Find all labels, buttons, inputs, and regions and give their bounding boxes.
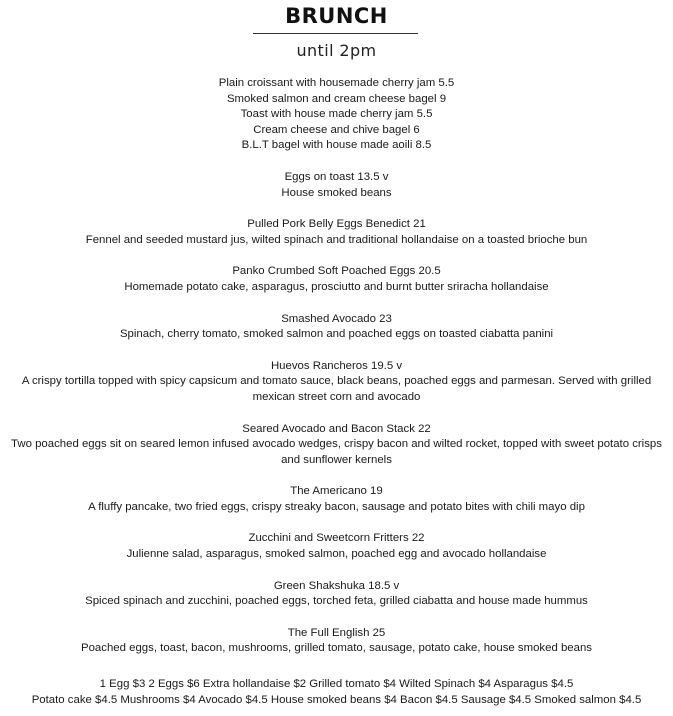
dish-name: Green Shakshuka 18.5 v [273,579,400,592]
bakery-section [0,76,673,154]
dish-description: A fluffy pancake, two fried eggs, crispy streaky bacon, sausage and potato bites with chili mayo dip [88,500,585,513]
dish-description: Two poached eggs sit on seared lemon infused avocado wedges, crispy bacon and wilted rocket, topped with sweet potato crisps and sunflower kernels [11,438,662,466]
dish-eggs-on-toast [0,170,673,201]
dish-name: Zucchini and Sweetcorn Fritters 22 [248,532,425,545]
spacer [0,296,673,312]
spacer [0,201,673,217]
spacer [0,468,673,484]
dish-name: The Full English 25 [287,626,386,639]
dish-zucchini-fritters [0,531,673,562]
dish-avocado-bacon-stack [0,422,673,469]
dish-name: The Americano 19 [290,485,383,498]
spacer [0,343,673,359]
spacer [0,154,673,170]
spacer [0,610,673,626]
bakery-item: Smoked salmon and cream cheese bagel 9 [226,92,447,105]
dish-name: Huevos Rancheros 19.5 v [270,359,403,372]
bakery-item: Cream cheese and chive bagel 6 [253,123,420,136]
dish-description: Julienne salad, asparagus, smoked salmon, poached egg and avocado hollandaise [126,548,547,561]
dish-description: Poached eggs, toast, bacon, mushrooms, grilled tomato, sausage, potato cake, house smoked beans [81,642,592,655]
dish-full-english [0,626,673,657]
bakery-item: Plain croissant with housemade cherry jam 5.5 [218,77,455,89]
addons-section [0,677,673,708]
bakery-item: B.L.T bagel with house made aoili 8.5 [241,139,432,152]
dish-panko-eggs [0,264,673,295]
bakery-item: Toast with house made cherry jam 5.5 [240,108,433,121]
dish-name: Panko Crumbed Soft Poached Eggs 20.5 [232,265,441,278]
dish-huevos-rancheros [0,359,673,406]
title-divider [253,33,418,34]
dish-smashed-avocado [0,312,673,343]
dish-description: A crispy tortilla topped with spicy capsicum and tomato sauce, black beans, poached eggs and parmesan. Served with grilled mexican street corn and avocado [21,375,652,403]
dish-name: Seared Avocado and Bacon Stack 22 [242,422,431,435]
dish-name: Eggs on toast 13.5 v [284,170,389,183]
spacer [0,563,673,579]
dish-description: Homemade potato cake, asparagus, prosciutto and burnt butter sriracha hollandaise [124,280,549,293]
dish-green-shakshuka [0,579,673,610]
menu-title: BRUNCH [285,4,388,28]
spacer [0,406,673,422]
dish-description: Spiced spinach and zucchini, poached eggs, torched feta, grilled ciabatta and house made hummus [85,595,588,608]
menu-content [0,76,673,657]
dish-name: Pulled Pork Belly Eggs Benedict 21 [247,218,426,231]
dish-description: Spinach, cherry tomato, smoked salmon and poached eggs on toasted ciabatta panini [119,328,554,341]
dish-eggs-benedict [0,217,673,248]
dish-name: Smashed Avocado 23 [281,312,392,325]
menu-subtitle: until 2pm [296,41,377,60]
dish-description: House smoked beans [281,186,392,199]
addons-line: Potato cake $4.5 Mushrooms $4 Avocado $4.5 House smoked beans $4 Bacon $4.5 Sausage $4.5 Smoked salmon $4.5 [31,693,642,706]
dish-description: Fennel and seeded mustard jus, wilted spinach and traditional hollandaise on a toasted brioche bun [85,233,588,246]
addons-line: 1 Egg $3 2 Eggs $6 Extra hollandaise $2 Grilled tomato $4 Wilted Spinach $4 Asparagus $4.5 [99,678,574,690]
spacer [0,248,673,264]
spacer [0,515,673,531]
dish-americano [0,484,673,515]
